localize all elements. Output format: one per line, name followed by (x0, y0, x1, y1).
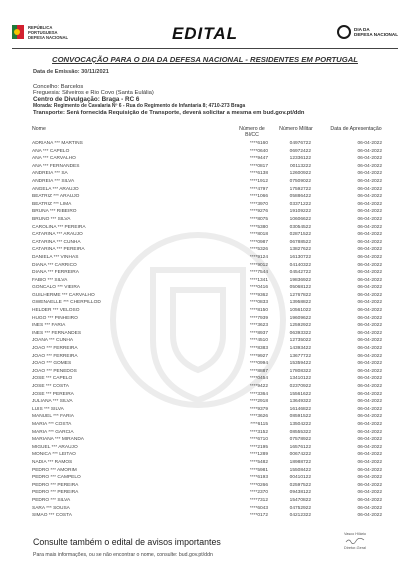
name-cell: ANA *** FERNANDES (32, 163, 80, 169)
table-row (32, 383, 384, 391)
table-row (32, 193, 384, 201)
military-number-cell: 04542722 (289, 270, 311, 276)
table-row (32, 170, 384, 178)
cc-cell: ****6043 (249, 505, 268, 511)
table-row (32, 421, 384, 429)
date-cell: 06-04-2022 (357, 186, 382, 192)
table-row (32, 208, 384, 216)
date-cell: 06-04-2022 (357, 308, 382, 314)
military-number-cell: 07578922 (289, 437, 311, 443)
convocation-table (32, 140, 384, 520)
military-number-cell: 19836922 (289, 277, 311, 283)
header-divider (12, 48, 398, 49)
freguesia: Freguesia: Silveiros e Rio Covo (Santa Eulália) (33, 90, 154, 97)
centro-divulgacao: Centro de Divulgação: Braga - RC 6 (33, 95, 140, 103)
cc-cell: ****6710 (249, 437, 268, 443)
table-row (32, 186, 384, 194)
date-cell: 06-04-2022 (357, 178, 382, 184)
cc-cell: ****9012 (249, 262, 268, 268)
table-row (32, 368, 384, 376)
date-cell: 06-04-2022 (357, 232, 382, 238)
date-cell: 06-04-2022 (357, 338, 382, 344)
cc-cell: ****5981 (249, 467, 268, 473)
table-row (32, 489, 384, 497)
military-number-cell: 05886422 (289, 194, 311, 200)
table-row (32, 224, 384, 232)
cc-cell: ****3626 (249, 414, 268, 420)
emission-date: Data de Emissão: 30/11/2021 (33, 69, 109, 75)
name-cell: HELDER *** VELOSO (32, 308, 80, 314)
name-cell: GWENAELLE *** CHERPILLOD (32, 300, 101, 306)
table-row (32, 353, 384, 361)
ddn-circle-icon (337, 25, 351, 39)
table-row (32, 315, 384, 323)
table-row (32, 262, 384, 270)
header-date: Data de Apresentação (330, 126, 382, 132)
cc-cell: ****6138 (249, 171, 268, 177)
header-military: Número Militar (279, 126, 313, 132)
name-cell: PEDRO *** SILVA (32, 497, 71, 503)
name-cell: HUGO *** PINHEIRO (32, 315, 78, 321)
table-row (32, 277, 384, 285)
signature-block (335, 532, 375, 550)
name-cell: JOAO *** FERREIRA (32, 346, 78, 352)
name-cell: PEDRO *** PEREIRA (32, 482, 79, 488)
table-row (32, 444, 384, 452)
name-cell: PEDRO *** PEREIRA (32, 490, 79, 496)
military-number-cell: 00674222 (289, 452, 311, 458)
table-row (32, 292, 384, 300)
cc-cell: ****6160 (249, 141, 268, 146)
date-cell: 06-04-2022 (357, 437, 382, 443)
date-cell: 06-04-2022 (357, 254, 382, 260)
date-cell: 06-04-2022 (357, 391, 382, 397)
date-cell: 06-04-2022 (357, 209, 382, 215)
military-number-cell: 10561022 (289, 308, 311, 314)
name-cell: MARIA *** GARCIA (32, 429, 74, 435)
cc-cell: ****8383 (249, 346, 268, 352)
military-number-cell: 16146822 (289, 406, 311, 412)
cc-cell: ****5380 (249, 224, 268, 230)
date-cell: 06-04-2022 (357, 399, 382, 405)
date-cell: 06-04-2022 (357, 421, 382, 427)
date-cell: 06-04-2022 (357, 368, 382, 374)
name-cell: PEDRO *** AMORIM (32, 467, 77, 473)
logo-left-line-3: DEFESA NACIONAL (28, 35, 69, 40)
table-row (32, 231, 384, 239)
military-number-cell: 15359422 (289, 361, 311, 367)
cc-cell: ****1066 (249, 194, 268, 200)
date-cell: 06-04-2022 (357, 323, 382, 329)
military-number-cell: 17592722 (289, 186, 311, 192)
cc-cell: ****9124 (249, 254, 268, 260)
table-row (32, 148, 384, 156)
cc-cell: ****7544 (249, 270, 268, 276)
military-number-cell: 19109222 (289, 209, 311, 215)
name-cell: MIGUEL *** ARAUJO (32, 444, 78, 450)
date-cell: 06-04-2022 (357, 459, 382, 465)
name-cell: MANUEL *** FARIA (32, 414, 74, 420)
table-row (32, 467, 384, 475)
name-cell: CATARINA *** CUNHA (32, 239, 81, 245)
name-cell: JOAO *** FERREIRA (32, 353, 78, 359)
table-row (32, 512, 384, 520)
date-cell: 06-04-2022 (357, 194, 382, 200)
name-cell: DIANA *** FERREIRA (32, 270, 79, 276)
cc-cell: ****5482 (249, 459, 268, 465)
date-cell: 06-04-2022 (357, 148, 382, 154)
table-row (32, 436, 384, 444)
military-number-cell: 12336122 (289, 156, 311, 162)
date-cell: 06-04-2022 (357, 171, 382, 177)
name-cell: JOANA *** CUNHA (32, 338, 74, 344)
cc-cell: ****4797 (249, 186, 268, 192)
military-number-cell: 07509022 (289, 178, 311, 184)
cc-cell: ****0833 (249, 300, 268, 306)
table-row (32, 429, 384, 437)
cc-cell: ****9422 (249, 384, 268, 389)
cc-cell: ****0994 (249, 361, 268, 367)
date-cell: 06-04-2022 (357, 247, 382, 253)
footer-notice: Consulte também o edital de avisos importantes (33, 537, 221, 547)
header-name: Nome (32, 126, 46, 132)
date-cell: 06-04-2022 (357, 201, 382, 207)
cc-cell: ****8150 (249, 308, 268, 314)
military-number-cell: 15508422 (289, 467, 311, 473)
date-cell: 06-04-2022 (357, 429, 382, 435)
table-row (32, 299, 384, 307)
name-cell: SIMAO *** COSTA (32, 513, 72, 519)
table-row (32, 163, 384, 171)
name-cell: JOSE *** COSTA (32, 384, 69, 389)
military-number-cell: 02597522 (289, 482, 311, 488)
date-cell: 06-04-2022 (357, 444, 382, 450)
table-row (32, 451, 384, 459)
table-row (32, 406, 384, 414)
military-number-cell: 18988722 (289, 459, 311, 465)
name-cell: MARIA *** COSTA (32, 421, 72, 427)
cc-cell: ****0454 (249, 376, 268, 382)
cc-cell: ****0172 (249, 513, 268, 519)
cc-cell: ****2918 (249, 399, 268, 405)
table-row (32, 413, 384, 421)
date-cell: 06-04-2022 (357, 384, 382, 389)
date-cell: 06-04-2022 (357, 270, 382, 276)
military-number-cell: 04976722 (289, 141, 311, 146)
name-cell: FABIO *** SILVA (32, 277, 68, 283)
military-number-cell: 13410122 (289, 376, 311, 382)
name-cell: ANA *** CAPELO (32, 148, 70, 154)
date-cell: 06-04-2022 (357, 315, 382, 321)
name-cell: ANA *** CARVALHO (32, 156, 76, 162)
table-row (32, 398, 384, 406)
page-title: EDITAL (171, 24, 239, 43)
military-number-cell: 15470822 (289, 497, 311, 503)
logo-left-line-1: REPÚBLICA (28, 25, 53, 30)
cc-cell: ****2195 (249, 444, 268, 450)
table-row (32, 201, 384, 209)
cc-cell: ****3623 (249, 323, 268, 329)
cc-cell: ****9379 (249, 406, 268, 412)
military-number-cell: 15561622 (289, 391, 311, 397)
table-row (32, 337, 384, 345)
military-number-cell: 08591522 (289, 414, 311, 420)
name-cell: ANDREIA *** SA (32, 171, 68, 177)
name-cell: BRUNO *** SILVA (32, 216, 71, 222)
military-number-cell: 17808322 (289, 368, 311, 374)
cc-cell: ****1289 (249, 452, 268, 458)
info-block (33, 84, 304, 116)
table-row (32, 284, 384, 292)
date-cell: 06-04-2022 (357, 376, 382, 382)
date-cell: 06-04-2022 (357, 513, 382, 519)
header-cc: Número de BI/CC (239, 126, 265, 138)
date-cell: 06-04-2022 (357, 163, 382, 169)
cc-cell: ****8887 (249, 368, 268, 374)
name-cell: ADRIANA *** MARTINS (32, 141, 83, 146)
military-number-cell: 04212322 (289, 513, 311, 519)
cc-cell: ****4510 (249, 338, 268, 344)
date-cell: 06-04-2022 (357, 216, 382, 222)
military-number-cell: 12767822 (289, 292, 311, 298)
date-cell: 06-04-2022 (357, 490, 382, 496)
table-row (32, 391, 384, 399)
military-number-cell: 06393322 (289, 330, 311, 336)
date-cell: 06-04-2022 (357, 285, 382, 291)
cc-cell: ****0266 (249, 482, 268, 488)
military-number-cell: 05068122 (289, 285, 311, 291)
table-row (32, 246, 384, 254)
date-cell: 06-04-2022 (357, 414, 382, 420)
name-cell: CAROLINA *** PEREIRA (32, 224, 86, 230)
ddn-logo (337, 25, 398, 39)
cc-cell: ****3970 (249, 201, 268, 207)
signature-icon (345, 538, 365, 544)
name-cell: MARIANA *** MIRANDA (32, 437, 84, 443)
footer-info: Para mais informações, ou se não encontrar o nome, consulte: bud.gov.pt/ddn (33, 552, 213, 558)
cc-cell: ****1341 (249, 277, 268, 283)
name-cell: JOSE *** PEREIRA (32, 391, 74, 397)
cc-cell: ****5326 (249, 247, 268, 253)
cc-cell: ****0416 (249, 285, 268, 291)
transporte: Transporte: Será fornecida Requisição de Transporte, deverá solicitar a mesma em bud.gov.pt/ddn (33, 109, 305, 116)
name-cell: INES *** FARIA (32, 323, 66, 329)
military-number-cell: 00410122 (289, 475, 311, 481)
table-row (32, 322, 384, 330)
date-cell: 06-04-2022 (357, 406, 382, 412)
date-cell: 06-04-2022 (357, 277, 382, 283)
date-cell: 06-04-2022 (357, 497, 382, 503)
military-number-cell: 04752922 (289, 505, 311, 511)
table-row (32, 375, 384, 383)
cc-cell: ****3364 (249, 391, 268, 397)
cc-cell: ****0987 (249, 239, 268, 245)
date-cell: 06-04-2022 (357, 361, 382, 367)
cc-cell: ****8937 (249, 330, 268, 336)
name-cell: DANIELA *** VINHAS (32, 254, 79, 260)
name-cell: MONICA *** LEITAO (32, 452, 76, 458)
date-cell: 06-04-2022 (357, 292, 382, 298)
table-row (32, 254, 384, 262)
cc-cell: ****9447 (249, 156, 268, 162)
military-number-cell: 13827622 (289, 247, 311, 253)
table-row (32, 307, 384, 315)
name-cell: CATARINA *** PEREIRA (32, 247, 85, 253)
table-row (32, 360, 384, 368)
cc-cell: ****7939 (249, 315, 268, 321)
cc-cell: ****6115 (250, 421, 268, 427)
table-row (32, 474, 384, 482)
header (12, 22, 398, 46)
name-cell: JULIANA *** SILVA (32, 399, 73, 405)
signature-name: Vasco Hilário (343, 532, 367, 536)
concelho: Concelho: Barcelos (33, 84, 84, 90)
table-row (32, 140, 384, 148)
name-cell: PEDRO *** CAMPELO (32, 475, 81, 481)
name-cell: DIANA *** CARRICO (32, 262, 77, 268)
military-number-cell: 13958822 (289, 300, 311, 306)
cc-cell: ****9362 (249, 292, 268, 298)
military-number-cell: 12735022 (289, 338, 311, 344)
name-cell: JOAO *** PENEDOS (32, 368, 77, 374)
morada: Morada: Regimento de Cavalaria Nº 6 - Rua do Regimento de Infantaria 8; 4710-273 Braga (33, 103, 246, 110)
military-number-cell: 12592922 (289, 323, 311, 329)
date-cell: 06-04-2022 (357, 467, 382, 473)
military-number-cell: 03054522 (289, 224, 311, 230)
military-number-cell: 02370922 (289, 384, 311, 389)
military-number-cell: 03371222 (289, 201, 311, 207)
name-cell: JOAO *** GOMES (32, 361, 72, 367)
table-row (32, 345, 384, 353)
military-number-cell: 10606622 (289, 216, 311, 222)
date-cell: 06-04-2022 (357, 239, 382, 245)
date-cell: 06-04-2022 (357, 353, 382, 359)
table-row (32, 505, 384, 513)
table-row (32, 269, 384, 277)
military-number-cell: 13677722 (289, 353, 311, 359)
military-number-cell: 09438122 (289, 490, 311, 496)
logo-right-line-2: DEFESA NACIONAL (354, 32, 398, 37)
name-cell: NADIA *** RAMOS (32, 459, 73, 465)
military-number-cell: 00113222 (290, 163, 311, 169)
cc-cell: ****0817 (249, 163, 268, 169)
cc-cell: ****3152 (249, 429, 268, 435)
military-number-cell: 14393422 (289, 346, 311, 352)
name-cell: ANDREIA *** SILVA (32, 178, 75, 184)
logo-left-line-2: PORTUGUESA (28, 30, 58, 35)
name-cell: GUILHERME *** CARVALHO (32, 292, 95, 298)
military-number-cell: 19609622 (289, 315, 311, 321)
cc-cell: ****9927 (249, 353, 268, 359)
date-cell: 06-04-2022 (357, 346, 382, 352)
military-number-cell: 16130722 (289, 254, 311, 260)
date-cell: 06-04-2022 (357, 262, 382, 268)
table-row (32, 216, 384, 224)
cc-cell: ****8018 (249, 232, 268, 238)
military-number-cell: 06972422 (289, 148, 311, 154)
name-cell: JOSE *** CAPELO (32, 376, 73, 382)
cc-cell: ****7312 (249, 497, 268, 503)
subtitle: CONVOCAÇÃO PARA O DIA DA DEFESA NACIONAL - RESIDENTES EM PORTUGAL (52, 55, 358, 64)
date-cell: 06-04-2022 (357, 330, 382, 336)
military-number-cell: 08555322 (289, 429, 311, 435)
name-cell: ANGELA *** ARAUJO (32, 186, 79, 192)
name-cell: INES *** FERNANDES (32, 330, 82, 336)
cc-cell: ****9276 (249, 209, 268, 215)
name-cell: BEATRIZ *** ARAUJO (32, 194, 80, 200)
date-cell: 06-04-2022 (357, 224, 382, 230)
cc-cell: ****2370 (249, 490, 268, 496)
name-cell: GONCALO *** VIEIRA (32, 285, 80, 291)
cc-cell: ****8075 (249, 216, 268, 222)
name-cell: CATARINA *** ARAUJO (32, 232, 83, 238)
date-cell: 06-04-2022 (357, 452, 382, 458)
table-row (32, 459, 384, 467)
military-number-cell: 04140322 (289, 262, 311, 268)
date-cell: 06-04-2022 (357, 475, 382, 481)
table-row (32, 155, 384, 163)
signature-role: Diretor-Geral (344, 546, 366, 550)
military-number-cell: 06788522 (289, 239, 311, 245)
military-number-cell: 02871522 (289, 232, 311, 238)
table-row (32, 482, 384, 490)
cc-cell: ****0640 (249, 148, 268, 154)
table-row (32, 330, 384, 338)
date-cell: 06-04-2022 (357, 300, 382, 306)
cc-cell: ****6193 (249, 475, 268, 481)
date-cell: 06-04-2022 (357, 141, 382, 146)
military-number-cell: 13504222 (289, 421, 311, 427)
name-cell: BEATRIZ *** LIMA (32, 201, 72, 207)
military-number-cell: 16576122 (289, 444, 311, 450)
logo-right-line-1: DIA DA (354, 27, 370, 32)
table-row (32, 497, 384, 505)
date-cell: 06-04-2022 (357, 505, 382, 511)
date-cell: 06-04-2022 (357, 156, 382, 162)
table-row (32, 239, 384, 247)
table-row (32, 178, 384, 186)
military-number-cell: 12600922 (289, 171, 311, 177)
name-cell: SARA *** SOUSA (32, 505, 70, 511)
military-number-cell: 13649322 (289, 399, 311, 405)
name-cell: LUIS *** SILVA (32, 406, 64, 412)
cc-cell: ****1912 (249, 178, 268, 184)
name-cell: BRUNA *** RIBEIRO (32, 209, 77, 215)
date-cell: 06-04-2022 (357, 482, 382, 488)
